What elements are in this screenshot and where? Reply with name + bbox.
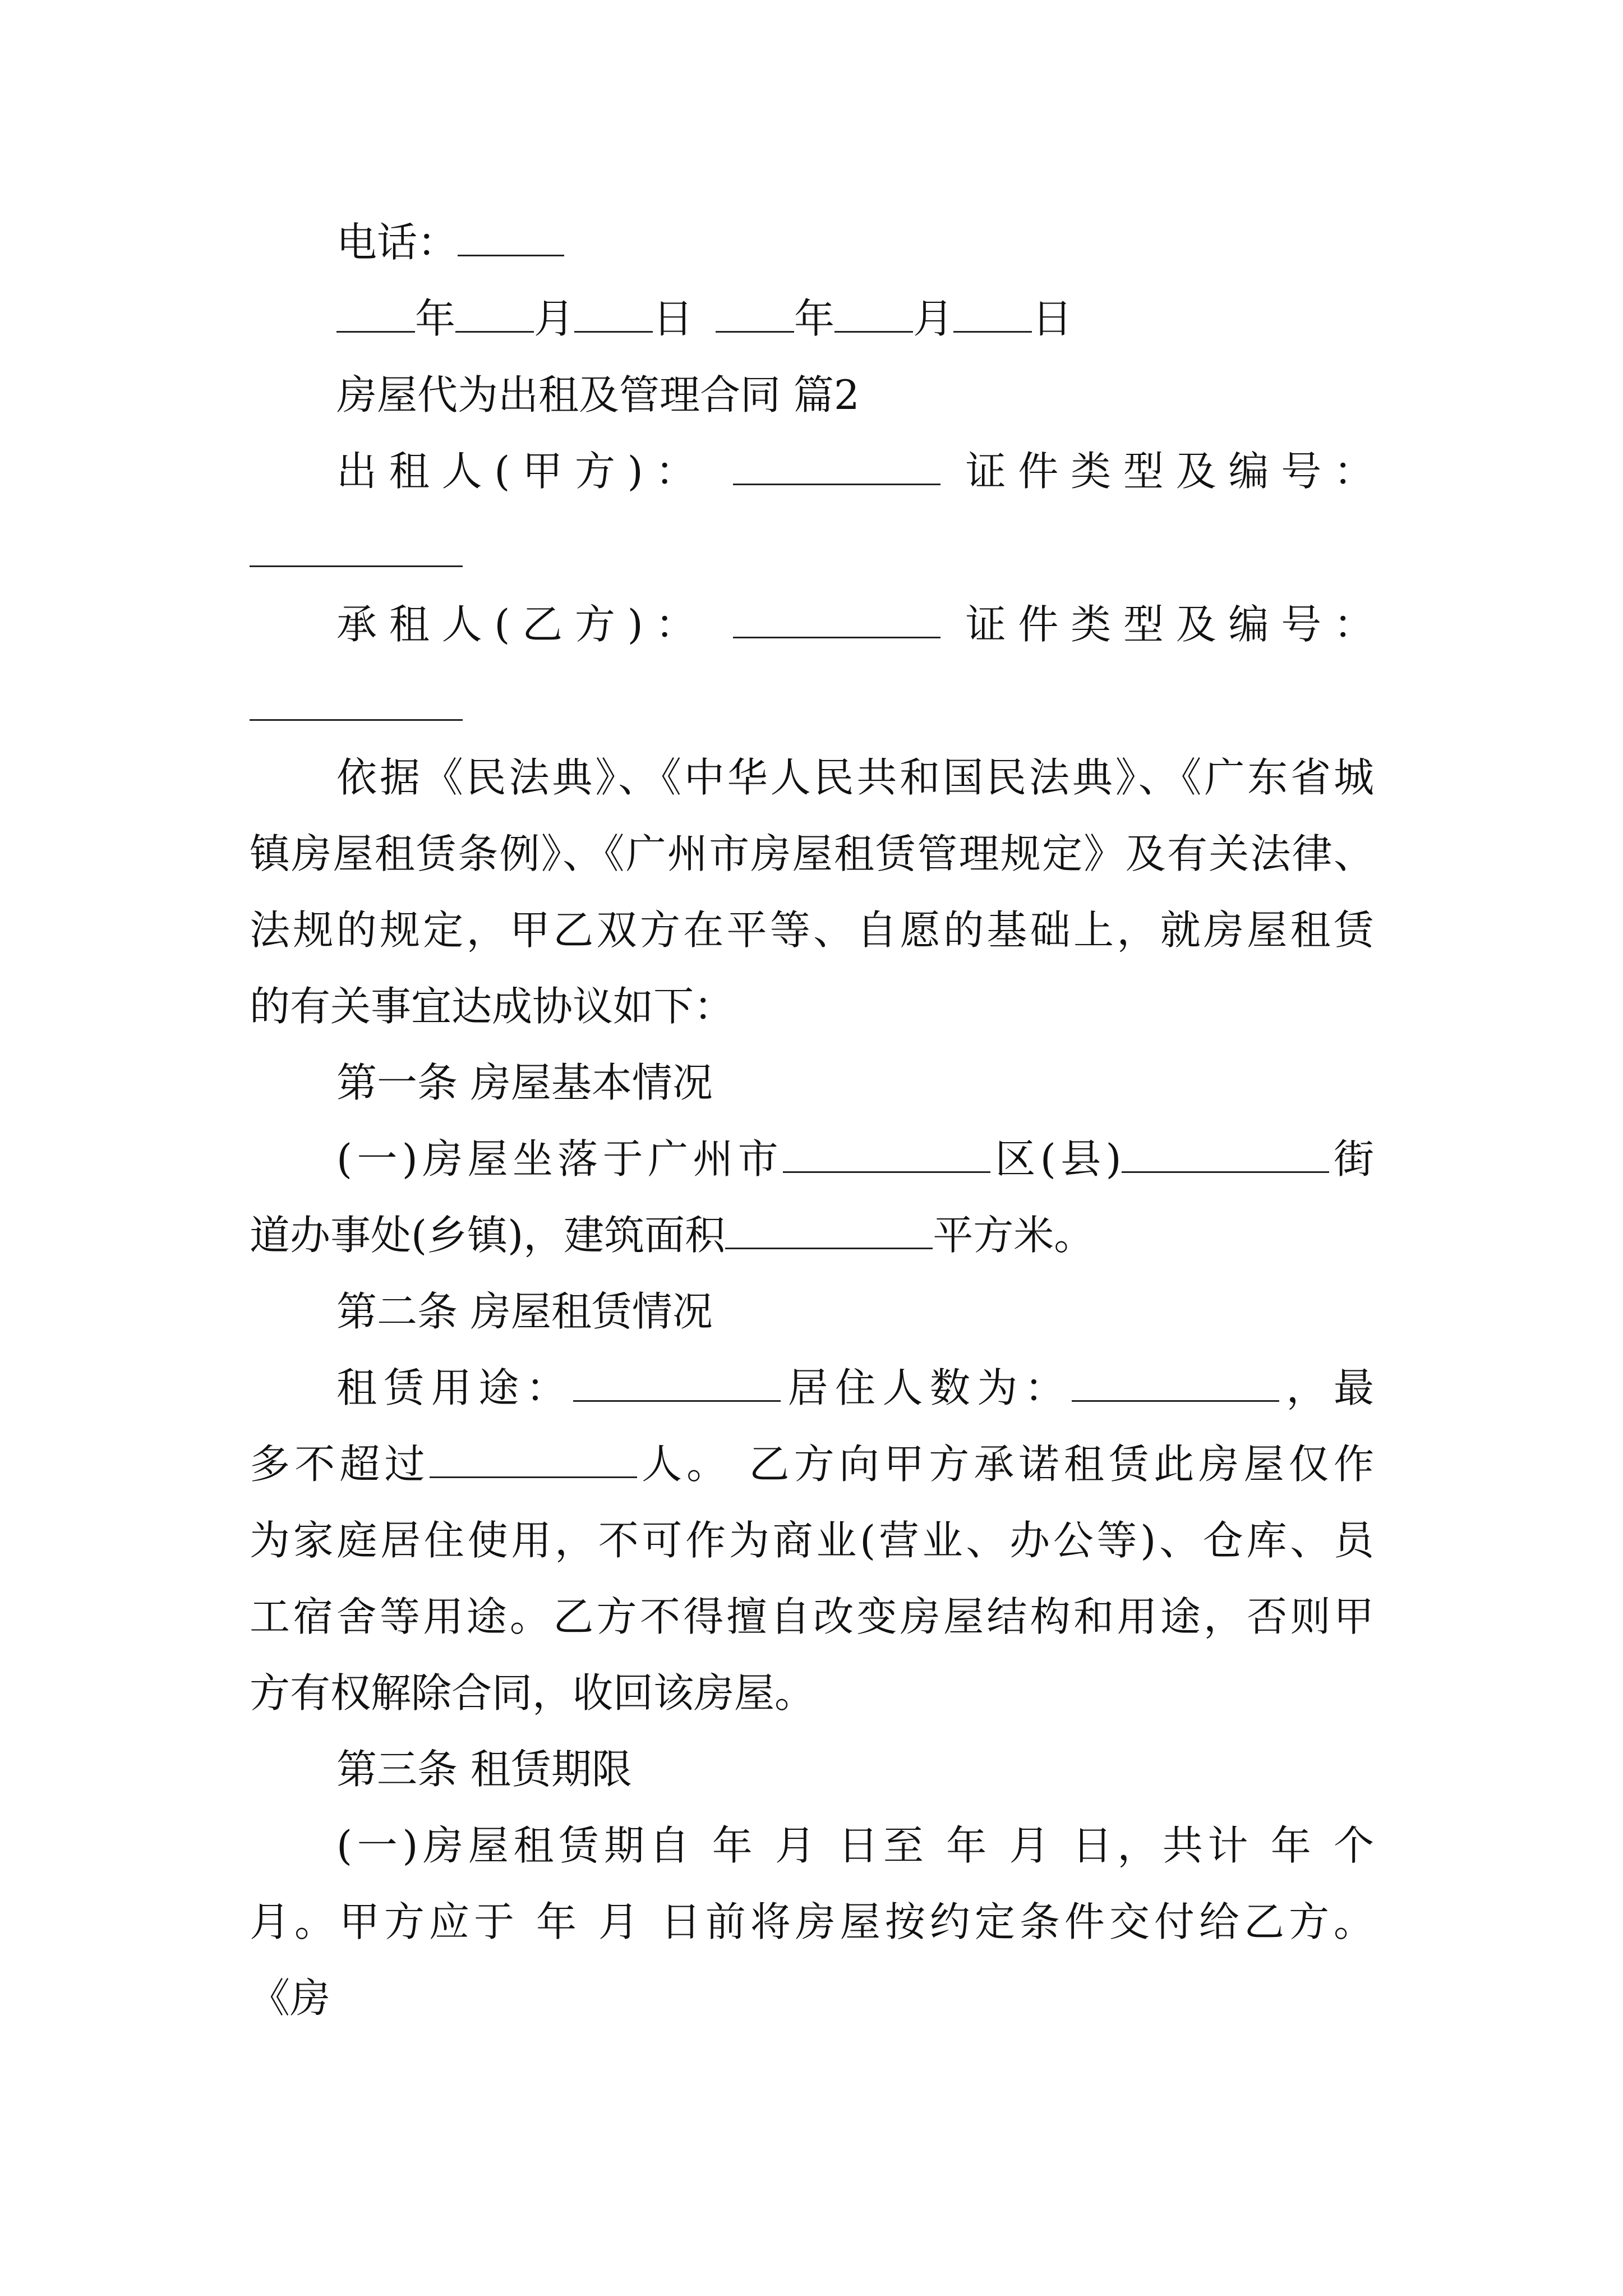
day-label: 日	[653, 295, 694, 342]
phone-label: 电话：	[336, 219, 458, 266]
term-from-text: (一)房屋租赁期自	[336, 1822, 695, 1869]
area-blank	[725, 1208, 933, 1249]
residents-label: 居住人数为：	[781, 1364, 1072, 1411]
area-unit: 平方米。	[933, 1212, 1095, 1259]
district-blank	[783, 1132, 990, 1173]
most-text: ，最	[1279, 1364, 1374, 1411]
article-2-title: 第二条 房屋租赁情况	[336, 1288, 713, 1335]
term-day-2: 日，共计	[1072, 1822, 1253, 1869]
lessee-line	[336, 596, 1374, 652]
lessee-id-label: 证件类型及编号：	[965, 601, 1374, 648]
phone-blank	[458, 215, 564, 256]
term-day-to: 日至	[838, 1822, 929, 1869]
article-3-line-2	[250, 1894, 1374, 1950]
year-label-2: 年	[794, 295, 835, 342]
article-2-line-2	[250, 1436, 1374, 1492]
lessee-label: 承租人(乙方)：	[336, 601, 708, 648]
article-3-line-1	[336, 1818, 1374, 1874]
use-label: 租赁用途：	[336, 1364, 574, 1411]
deliver-year: 年	[536, 1898, 581, 1945]
month-blank-2	[834, 292, 913, 333]
max-blank	[430, 1437, 637, 1478]
residents-blank	[1072, 1361, 1279, 1402]
article-1-line-2	[250, 1207, 1374, 1263]
phone-line	[336, 214, 1374, 270]
term-month-2: 月	[1009, 1822, 1054, 1869]
street-blank	[1122, 1132, 1329, 1173]
article-2-line-1	[336, 1360, 1374, 1416]
term-months: 个	[1334, 1822, 1375, 1869]
article-1-line-1	[336, 1131, 1374, 1187]
location-text: (一)房屋坐落于广州市	[336, 1135, 783, 1182]
article-1-title: 第一条 房屋基本情况	[336, 1059, 713, 1106]
lessee-id-blank	[250, 719, 463, 721]
lessor-label: 出租人(甲方)：	[336, 448, 708, 495]
street-label: 街	[1329, 1135, 1374, 1182]
preamble-line-3: 法规的规定，甲乙双方在平等、自愿的基础上，就房屋租赁	[250, 907, 1374, 954]
lessee-blank	[733, 597, 940, 638]
lessor-blank	[733, 444, 940, 485]
year-label: 年	[415, 295, 456, 342]
day-label-2: 日	[1032, 295, 1073, 342]
date-line	[336, 291, 1374, 347]
preamble-line-1: 依据《民法典》、《中华人民共和国民法典》、《广东省城	[336, 754, 1374, 801]
section-title: 房屋代为出租及管理合同 篇2	[336, 371, 860, 418]
day-blank-2	[953, 292, 1032, 333]
day-blank	[574, 292, 653, 333]
month-label-2: 月	[913, 295, 954, 342]
area-text: 道办事处(乡镇)，建筑面积	[250, 1212, 726, 1259]
district-label: 区(县)	[990, 1135, 1122, 1182]
term-year: 年	[712, 1822, 758, 1869]
year-blank	[336, 292, 415, 333]
deliver-rest: 日前将房屋按约定条件交付给乙方。	[660, 1898, 1374, 1945]
lessor-id-blank	[250, 565, 463, 567]
preamble-line-4: 的有关事宜达成协议如下：	[250, 983, 735, 1030]
promise-text: 人。 乙方向甲方承诺租赁此房屋仅作	[637, 1441, 1374, 1488]
max-text: 多不超过	[250, 1441, 430, 1488]
term-years: 年	[1270, 1822, 1316, 1869]
lessor-line	[336, 443, 1374, 499]
term-year-2: 年	[946, 1822, 992, 1869]
article-2-line-5: 方有权解除合同，收回该房屋。	[250, 1669, 815, 1717]
year-blank-2	[716, 292, 794, 333]
month-label: 月	[534, 295, 575, 342]
term-month: 月	[774, 1822, 820, 1869]
article-3-title: 第三条 租赁期限	[336, 1746, 632, 1793]
article-3-line-3: 《房	[250, 1975, 331, 2022]
use-blank	[573, 1361, 781, 1402]
month-blank	[455, 292, 534, 333]
lessor-id-label: 证件类型及编号：	[965, 448, 1374, 495]
deliver-month: 月	[598, 1898, 643, 1945]
article-2-line-4: 工宿舍等用途。乙方不得擅自改变房屋结构和用途，否则甲	[250, 1593, 1374, 1640]
preamble-line-2: 镇房屋租赁条例》、《广州市房屋租赁管理规定》及有关法律、	[250, 830, 1374, 877]
article-2-line-3: 为家庭居住使用，不可作为商业(营业、办公等)、仓库、员	[250, 1517, 1374, 1564]
deliver-text: 月。甲方应于	[250, 1898, 519, 1945]
